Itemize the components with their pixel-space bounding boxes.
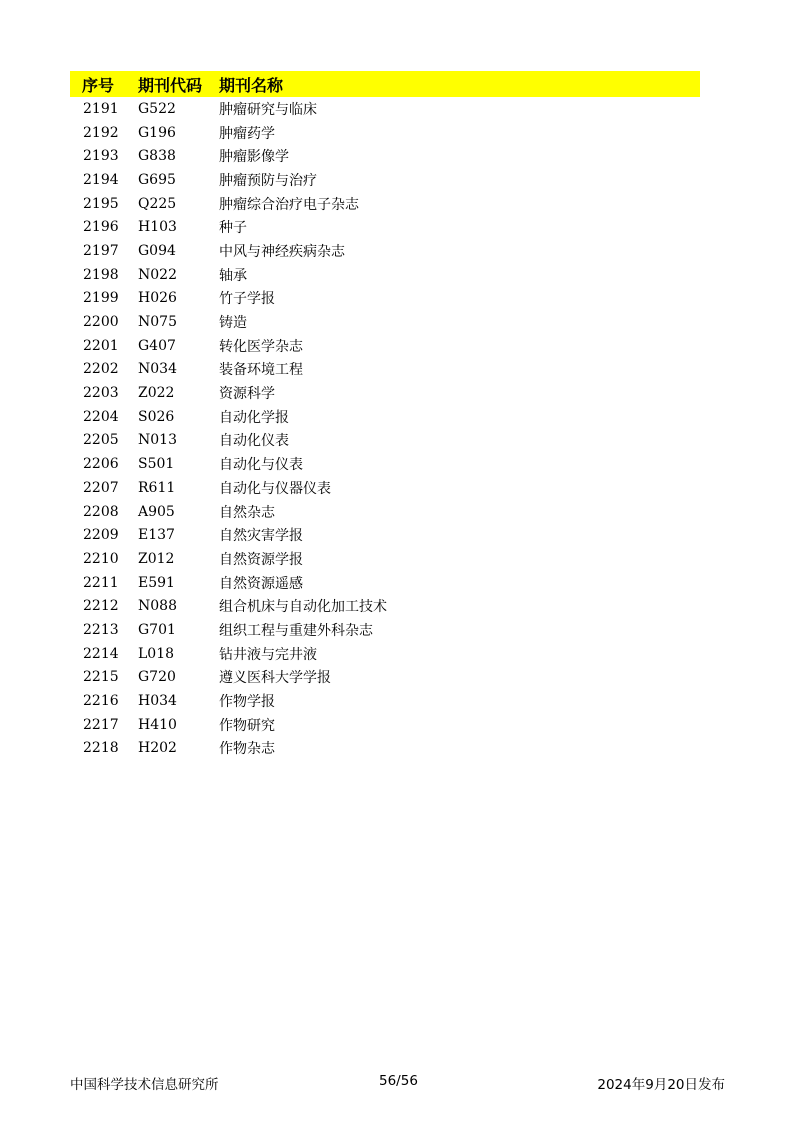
table-row <box>70 215 700 239</box>
cell-seq: 2202 <box>83 361 119 378</box>
cell-seq: 2209 <box>83 527 119 544</box>
cell-name: 肿瘤综合治疗电子杂志 <box>219 196 359 213</box>
table-row <box>70 97 700 121</box>
cell-name: 自动化学报 <box>219 409 289 426</box>
journal-table <box>70 71 700 760</box>
table-row <box>70 523 700 547</box>
cell-name: 种子 <box>219 220 247 237</box>
cell-code: G094 <box>138 242 176 259</box>
cell-name: 作物研究 <box>219 717 275 734</box>
cell-name: 作物学报 <box>219 694 275 711</box>
table-row <box>70 713 700 737</box>
cell-seq: 2197 <box>83 242 119 259</box>
cell-seq: 2217 <box>83 716 119 733</box>
table-body <box>70 97 700 760</box>
cell-seq: 2214 <box>83 645 119 662</box>
cell-name: 自然杂志 <box>219 504 275 521</box>
cell-name: 竹子学报 <box>219 291 275 308</box>
cell-code: G196 <box>138 124 176 141</box>
cell-code: L018 <box>138 645 175 662</box>
cell-code: S501 <box>138 456 175 473</box>
cell-seq: 2191 <box>83 100 119 117</box>
cell-code: E591 <box>138 574 175 591</box>
footer-organization: 中国科学技术信息研究所 <box>70 1077 219 1093</box>
cell-seq: 2195 <box>83 195 119 212</box>
cell-code: H026 <box>138 290 177 307</box>
cell-code: N013 <box>138 432 177 449</box>
cell-name: 遵义医科大学学报 <box>219 670 331 687</box>
cell-code: A905 <box>138 503 175 520</box>
cell-seq: 2211 <box>83 574 119 591</box>
cell-name: 铸造 <box>219 315 247 332</box>
cell-code: G407 <box>138 337 176 354</box>
cell-code: Z022 <box>138 385 175 402</box>
cell-name: 肿瘤研究与临床 <box>219 101 317 118</box>
cell-seq: 2206 <box>83 456 119 473</box>
cell-name: 轴承 <box>219 267 247 284</box>
cell-name: 肿瘤影像学 <box>219 149 289 166</box>
table-row <box>70 737 700 761</box>
cell-name: 自动化仪表 <box>219 433 289 450</box>
table-row <box>70 476 700 500</box>
cell-seq: 2218 <box>83 740 119 757</box>
cell-seq: 2210 <box>83 550 119 567</box>
cell-code: H410 <box>138 716 177 733</box>
cell-name: 资源科学 <box>219 386 275 403</box>
cell-code: G701 <box>138 621 176 638</box>
table-row <box>70 666 700 690</box>
cell-name: 钻井液与完井液 <box>219 646 317 663</box>
footer-page-number: 56/56 <box>379 1073 418 1089</box>
table-row <box>70 405 700 429</box>
table-row <box>70 547 700 571</box>
cell-name: 中风与神经疾病杂志 <box>219 243 345 260</box>
cell-seq: 2215 <box>83 669 119 686</box>
cell-code: H202 <box>138 740 177 757</box>
cell-code: N022 <box>138 266 177 283</box>
cell-seq: 2208 <box>83 503 119 520</box>
cell-seq: 2196 <box>83 219 119 236</box>
cell-seq: 2216 <box>83 693 119 710</box>
cell-code: Z012 <box>138 550 175 567</box>
cell-code: H103 <box>138 219 177 236</box>
table-row <box>70 358 700 382</box>
cell-seq: 2205 <box>83 432 119 449</box>
table-row <box>70 452 700 476</box>
cell-seq: 2200 <box>83 314 119 331</box>
table-row <box>70 239 700 263</box>
cell-code: E137 <box>138 527 175 544</box>
cell-seq: 2199 <box>83 290 119 307</box>
cell-seq: 2192 <box>83 124 119 141</box>
cell-seq: 2207 <box>83 479 119 496</box>
header-code: 期刊代码 <box>138 75 203 95</box>
cell-name: 装备环境工程 <box>219 362 303 379</box>
cell-name: 肿瘤预防与治疗 <box>219 172 317 189</box>
cell-name: 组织工程与重建外科杂志 <box>219 622 373 639</box>
table-row <box>70 334 700 358</box>
table-row <box>70 144 700 168</box>
cell-code: Q225 <box>138 195 177 212</box>
table-row <box>70 642 700 666</box>
cell-seq: 2201 <box>83 337 119 354</box>
cell-seq: 2203 <box>83 385 119 402</box>
cell-code: N075 <box>138 314 177 331</box>
table-row <box>70 263 700 287</box>
table-row <box>70 571 700 595</box>
cell-code: N034 <box>138 361 177 378</box>
cell-code: G695 <box>138 171 176 188</box>
cell-code: R611 <box>138 479 176 496</box>
cell-code: S026 <box>138 408 175 425</box>
cell-seq: 2193 <box>83 148 119 165</box>
cell-seq: 2212 <box>83 598 119 615</box>
table-header <box>70 71 700 97</box>
page-footer <box>70 1073 725 1093</box>
cell-code: H034 <box>138 693 177 710</box>
cell-seq: 2194 <box>83 171 119 188</box>
cell-code: G720 <box>138 669 176 686</box>
footer-publish-date: 2024年9月20日发布 <box>597 1077 725 1093</box>
cell-code: G522 <box>138 100 176 117</box>
cell-seq: 2198 <box>83 266 119 283</box>
cell-name: 自然资源遥感 <box>219 575 303 592</box>
table-row <box>70 618 700 642</box>
cell-code: N088 <box>138 598 177 615</box>
cell-name: 作物杂志 <box>219 741 275 758</box>
table-row <box>70 287 700 311</box>
cell-name: 转化医学杂志 <box>219 338 303 355</box>
cell-seq: 2213 <box>83 621 119 638</box>
cell-name: 组合机床与自动化加工技术 <box>219 599 387 616</box>
cell-code: G838 <box>138 148 176 165</box>
table-row <box>70 168 700 192</box>
cell-name: 自动化与仪表 <box>219 457 303 474</box>
table-row <box>70 500 700 524</box>
table-row <box>70 594 700 618</box>
table-row <box>70 429 700 453</box>
table-row <box>70 192 700 216</box>
cell-seq: 2204 <box>83 408 119 425</box>
table-row <box>70 381 700 405</box>
table-row <box>70 689 700 713</box>
header-seq: 序号 <box>82 75 115 95</box>
cell-name: 自动化与仪器仪表 <box>219 480 331 497</box>
header-name: 期刊名称 <box>219 75 284 95</box>
cell-name: 自然灾害学报 <box>219 528 303 545</box>
table-row <box>70 121 700 145</box>
table-row <box>70 310 700 334</box>
cell-name: 肿瘤药学 <box>219 125 275 142</box>
cell-name: 自然资源学报 <box>219 551 303 568</box>
